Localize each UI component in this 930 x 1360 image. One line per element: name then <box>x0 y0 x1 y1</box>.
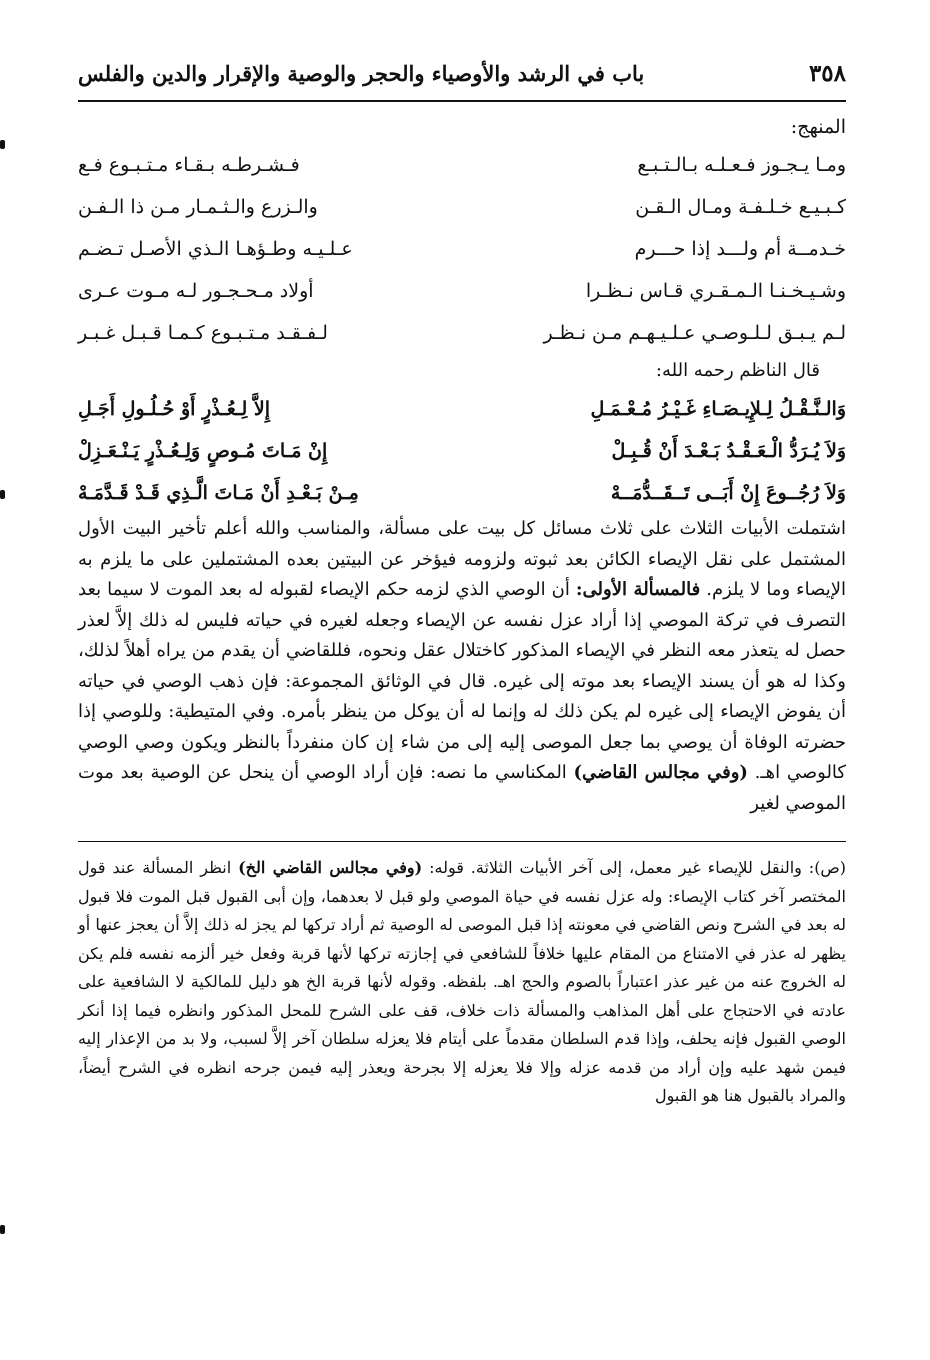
manhaj-verses <box>78 144 846 354</box>
footnote-separator <box>78 841 846 842</box>
verse-row <box>78 388 846 430</box>
verse-right: وَلاَ يُـرَدُّ الْـعَـقْـدُ بَـعْـدَ أَنْ قُـبِـلْ <box>611 440 846 462</box>
page <box>78 60 846 1111</box>
verse-left: إِنْ مَـاتَ مُـوصٍ وَلِـعُـذْرٍ يَـنْـعَـزِلْ <box>78 440 328 462</box>
nazim-verses <box>78 388 846 514</box>
verse-right: وَلاَ رُجُــوعَ إِنْ أَبَــى تَــقَــدُّمَــهْ <box>610 482 846 504</box>
verse-row <box>78 472 846 514</box>
verse-right: وشـيـخـنـا الـمـقـري قـاس نـظـرا <box>585 280 846 302</box>
verse-right: وَالـنَّـقْـلُ لِـلإِيـصَـاءِ غَـيْـرُ مُـعْـمَـلِ <box>590 398 846 420</box>
verse-right: ومـا يـجـوز فـعـلـه بـالـتـبـع <box>637 154 846 176</box>
verse-left: فـشـرطـه بـقـاء مـتـبـوع فـع <box>78 154 300 176</box>
manhaj-label: المنهج: <box>790 116 846 138</box>
scan-mark <box>0 490 5 499</box>
footnote-text: (ص): والنقل للإيصاء غير معمل، إلى آخر الأبيات الثلاثة. قوله: <box>429 858 847 877</box>
commentary-paragraph <box>78 514 846 819</box>
verse-row <box>78 144 846 186</box>
bold-heading: فالمسألة الأولى: <box>575 579 701 600</box>
verse-left: أولاد مـحـجـور لـه مـوت عـرى <box>78 280 314 302</box>
footnote <box>78 854 846 1111</box>
scan-mark <box>0 1225 5 1234</box>
verse-row <box>78 312 846 354</box>
chapter-title: باب في الرشد والأوصياء والحجر والوصية والإقرار والدين والفلس <box>78 61 645 86</box>
verse-left: إِلاَّ لِـعُـذْرٍ أَوْ حُـلُـولِ أَجَـلِ <box>78 398 271 420</box>
verse-left: مِـنْ بَـعْـدِ أَنْ مَـاتَ الَّـذِي قَـدْ قَـدَّمَـهْ <box>78 482 359 504</box>
page-number: ٣٥٨ <box>808 60 846 87</box>
footnote-paragraph <box>78 854 846 1111</box>
verse-row <box>78 186 846 228</box>
footnote-bold: (وفي مجالس القاضي الخ) <box>238 858 423 877</box>
commentary-text: المكناسي ما نصه: فإن أراد الوصي أن ينحل عن الوصية بعد موت الموصي لغير <box>78 762 846 814</box>
page-header <box>78 60 846 102</box>
verse-row <box>78 270 846 312</box>
verse-right: خـدمــة أم ولـــد إذا حـــرم <box>634 238 846 260</box>
verse-left: والـزرع والـثـمـار مـن ذا الـفـن <box>78 196 318 218</box>
nazim-label: قال الناظم رحمه الله: <box>655 360 820 381</box>
verse-left: عـلـيـه وطـؤهـا الـذي الأصـل تـضـم <box>78 238 353 260</box>
verse-right: كـبـيـع خـلـفـة ومـال الـقـن <box>635 196 846 218</box>
footnote-text: انظر المسألة عند قول المختصر آخر كتاب الإيصاء: وله عزل نفسه في حياة الموصي ولو قبل لا بعدهما، وإن أبى القبول قبل الموت فلا قبول له بعد في الشرح ونص القاضي في معونته إذا قبل الموصى له الوصية ثم أراد تركها لم يجز له ذلك إلاَّ أن يعجز عنها أو يظهر له عذر في الامتناع من المقام عليها خلافاً للشافعي في إجازته تركها لأنها قربة وفعل خير ألزمه نفسه فلم يكن له الخروج عنه من غير عذر اعتباراً بالصوم والحج اهـ. بلفظه. وقوله لأنها قربة الخ هو دليل للمالكية لا الشافعية على عادته في الاحتجاج على أهل المذاهب والمسألة ذات خلاف، قف على الشرح للمحل المذكور وانظره فيما إذا أنكر الوصي القبول فإنه يحلف، وإذا قدم السلطان مقدماً على أيتام فلا يعزله سلطان آخر إلاَّ لسبب، ولا بد من الإعذار إليه فيمن شهد عليه وإن أراد من قدمه عزله وإلا فلا يعزله إلا بجرحة ويعذر إليه فيمن جرحه انظره في الشرح أيضاً، والمراد بالقبول هنا هو القبول <box>78 858 846 1105</box>
commentary-text: أن الوصي الذي لزمه حكم الإيصاء لقبوله له بعد الموت لا سيما بعد التصرف في تركة الموصي إذا أراد عزل نفسه عن الإيصاء وجعله لغيره في حياته فليس له ذلك إلاَّ لعذر حصل له يتعذر معه النظر في الإيصاء المذكور كاختلال عقل ونحوه، فللقاضي أن يقدم من يراه أهلاً لذلك، وكذا له هو أن يسند الإيصاء بعد موته إلى غيره. قال في الوثائق المجموعة: فإن ذهب الوصي في حياته أن يفوض الإيصاء إلى غيره لم يكن ذلك له وإنما له أن يوكل من ينظر بأمره. وفي المتيطية: وللوصي إذا حضرته الوفاة أن يوصي بما جعل الموصى إليه إلى من شاء إن كان منفرداً بالنظر ويكون وصي الوصي كالوصي اهـ. <box>78 579 846 783</box>
verse-row <box>78 228 846 270</box>
bold-reference: (وفي مجالس القاضي) <box>573 762 748 783</box>
verse-right: لـم يـبـق لـلـوصـي عـلـيـهـم مـن نـظـر <box>543 322 846 344</box>
verse-row <box>78 430 846 472</box>
scan-mark <box>0 140 5 149</box>
verse-left: لـفـقـد مـتـبـوع كـمـا قـبـل غـبـر <box>78 322 328 344</box>
commentary-text: اشتملت الأبيات الثلاث على ثلاث مسائل كل بيت على مسألة، والمناسب والله أعلم تأخير البيت الأول المشتمل على نقل الإيصاء الكائن بعد ثبوته ولزومه فيؤخر عن البيتين بعده المشتملين على ما يلزم به الإيصاء وما لا يلزم. <box>78 518 847 600</box>
commentary-body <box>78 514 846 819</box>
